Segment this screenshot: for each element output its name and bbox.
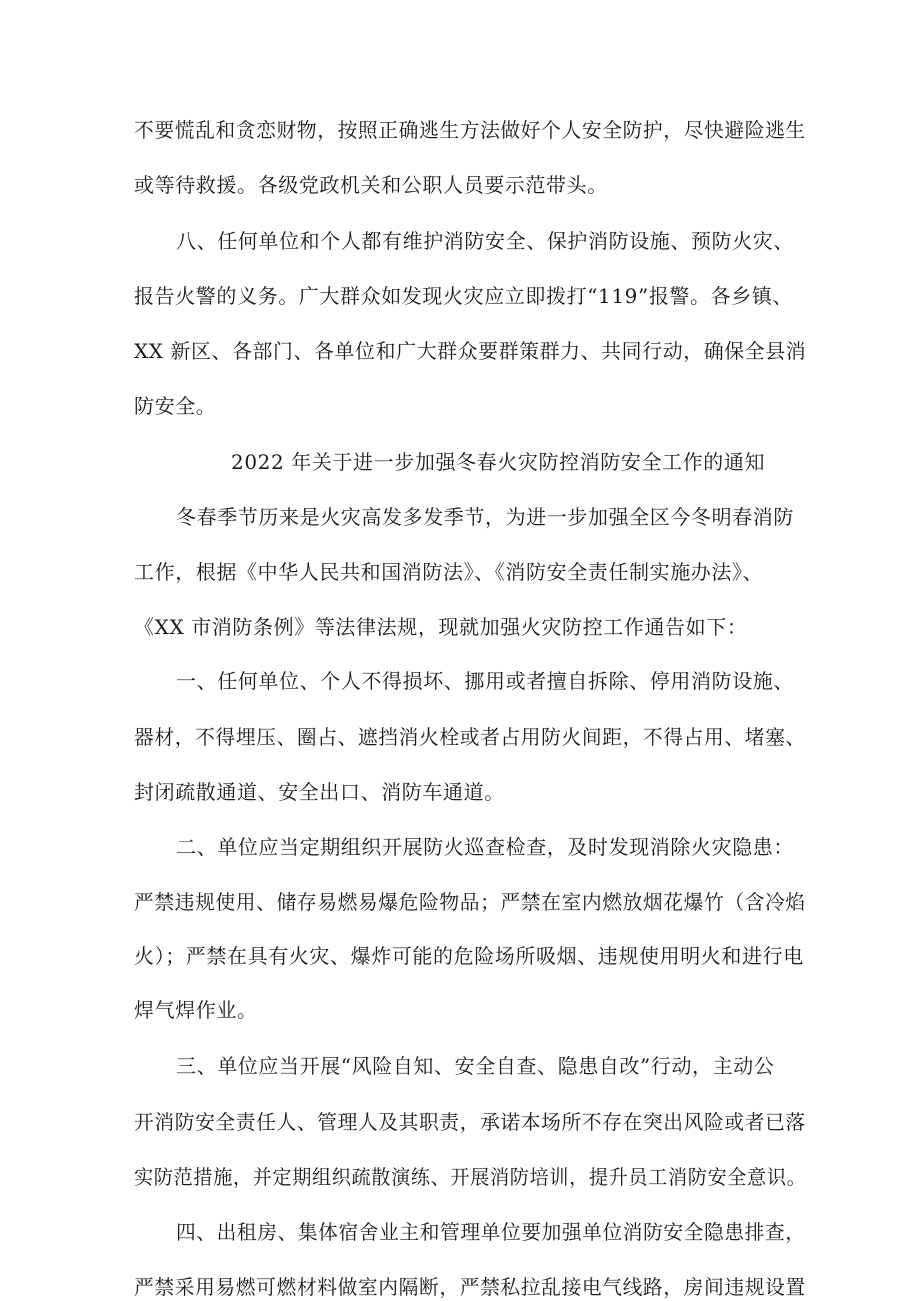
section-eight-first-line: 八、任何单位和个人都有维护消防安全、保护消防设施、预防火灾、 xyxy=(176,229,794,253)
item-two-first-line: 二、单位应当定期组织开展防火巡查检查，及时发现消除火灾隐患： xyxy=(176,835,794,859)
paragraph-line: 不要慌乱和贪恋财物，按照正确逃生方法做好个人安全防护，尽快避险逃生 xyxy=(134,118,806,142)
paragraph-line: 开消防安全责任人、管理人及其职责，承诺本场所不存在突出风险或者已落 xyxy=(134,1110,806,1134)
paragraph-line: 器材，不得埋压、圈占、遮挡消火栓或者占用防火间距，不得占用、堵塞、 xyxy=(134,725,806,749)
paragraph-line: 防安全。 xyxy=(134,394,217,418)
paragraph-line: 工作，根据《中华人民共和国消防法》、《消防安全责任制实施办法》、 xyxy=(134,560,764,584)
paragraph-line: 实防范措施，并定期组织疏散演练、开展消防培训，提升员工消防安全意识。 xyxy=(134,1165,807,1189)
paragraph-line: 《XX 市消防条例》等法律法规，现就加强火灾防控工作通告如下： xyxy=(134,615,748,639)
paragraph-line: 火）；严禁在具有火灾、爆炸可能的危险场所吸烟、违规使用明火和进行电 xyxy=(134,944,804,968)
item-three-first-line: 三、单位应当开展“风险自知、安全自查、隐患自改”行动，主动公 xyxy=(176,1054,775,1078)
intro-first-line: 冬春季节历来是火灾高发多发季节，为进一步加强全区今冬明春消防 xyxy=(176,505,794,529)
paragraph-line: 报告火警的义务。广大群众如发现火灾应立即拨打“119”报警。各乡镇、 xyxy=(134,284,794,308)
paragraph-line: 严禁采用易燃可燃材料做室内隔断，严禁私拉乱接电气线路，房间违规设置 xyxy=(134,1275,806,1299)
notice-title: 2022 年关于进一步加强冬春火灾防控消防安全工作的通知 xyxy=(231,450,766,474)
paragraph-line: XX 新区、各部门、各单位和广大群众要群策群力、共同行动，确保全县消 xyxy=(134,339,807,363)
paragraph-line: 严禁违规使用、储存易燃易爆危险物品；严禁在室内燃放烟花爆竹（含冷焰 xyxy=(134,890,806,914)
paragraph-line: 焊气焊作业。 xyxy=(134,998,258,1022)
item-one-first-line: 一、任何单位、个人不得损坏、挪用或者擅自拆除、停用消防设施、 xyxy=(176,669,794,693)
paragraph-line: 封闭疏散通道、安全出口、消防车通道。 xyxy=(134,780,505,804)
item-four-first-line: 四、出租房、集体宿舍业主和管理单位要加强单位消防安全隐患排查， xyxy=(176,1220,806,1244)
paragraph-line: 或等待救援。各级党政机关和公职人员要示范带头。 xyxy=(134,173,608,197)
